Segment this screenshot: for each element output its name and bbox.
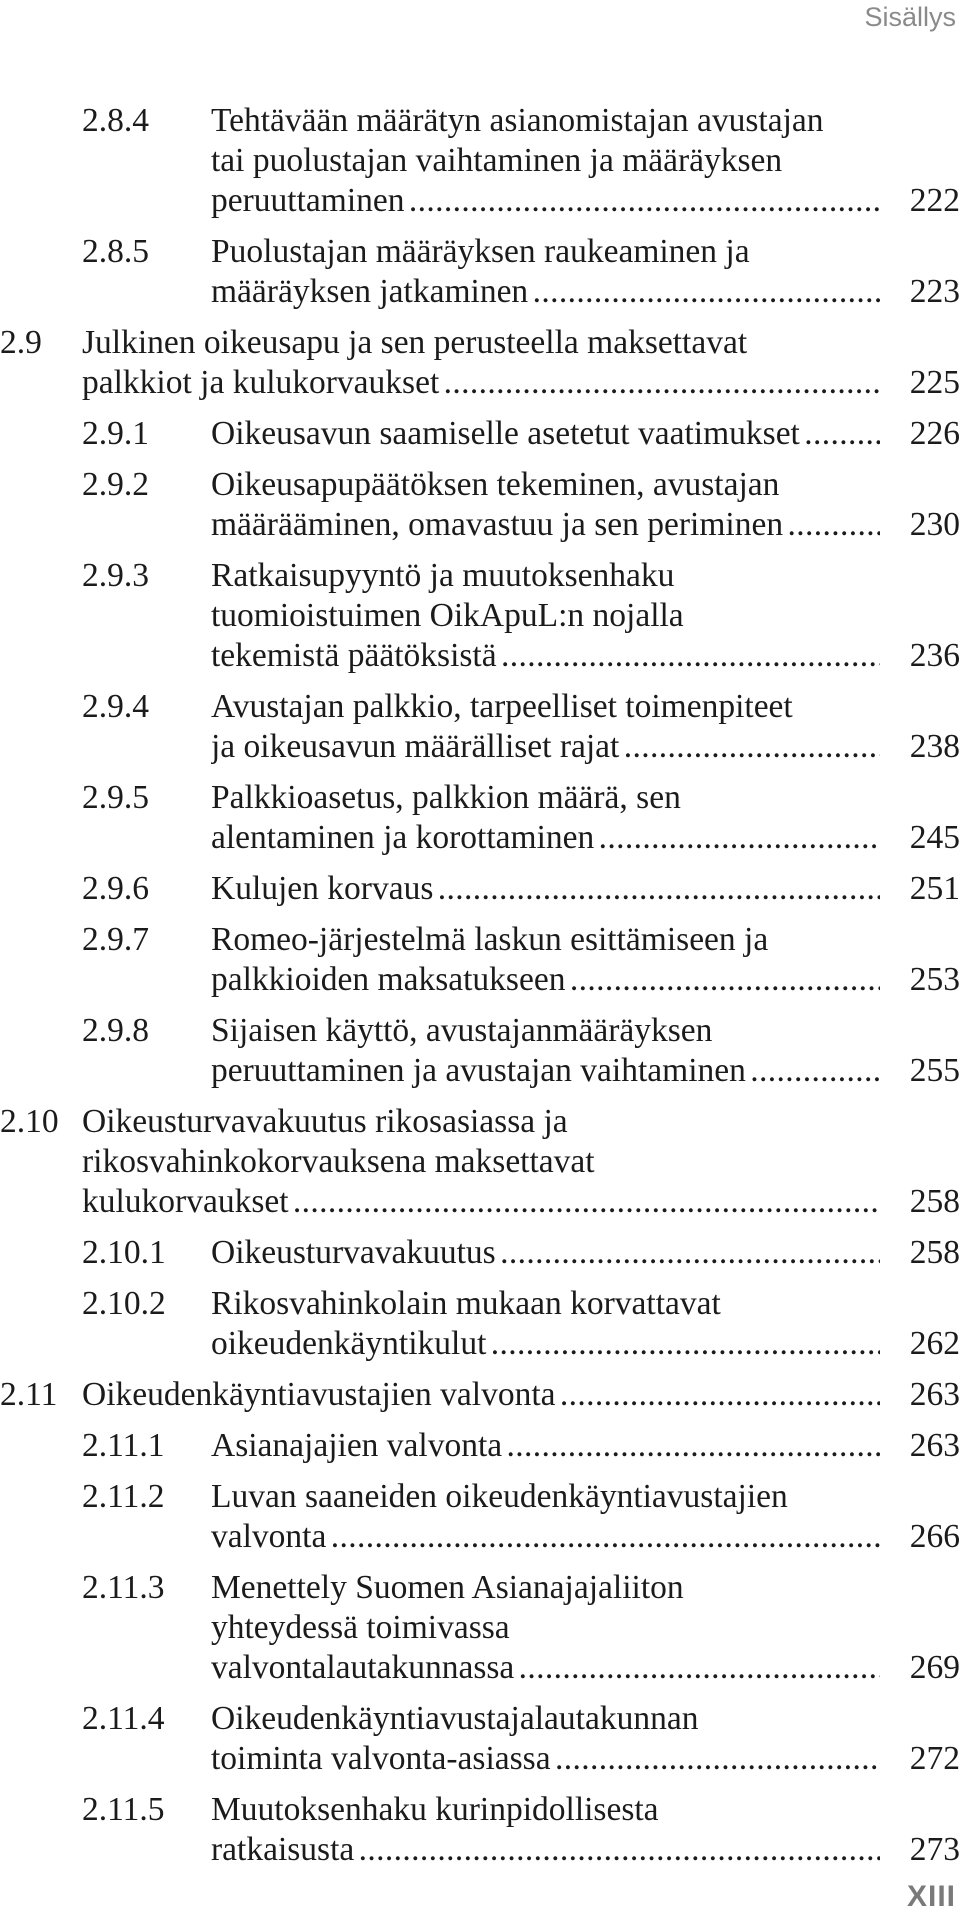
toc-entry-title: Oikeudenkäyntiavustajien valvonta . . . <box>82 1375 880 1415</box>
toc-entry-title: Puolustajan määräyksen raukeaminen ja <box>211 233 750 270</box>
toc-entry <box>0 1699 960 1779</box>
toc-entry <box>0 1477 960 1557</box>
toc-entry <box>0 323 960 403</box>
toc-entry <box>0 778 960 858</box>
toc-entry <box>0 556 960 676</box>
toc-entry-title: palkkioiden maksatukseen . . . <box>211 960 880 1000</box>
toc-entry-title: ratkaisusta . . . <box>211 1830 880 1870</box>
toc-entry-line <box>0 1739 960 1779</box>
toc-entry-line <box>0 1233 960 1273</box>
toc-entry-page: 245 <box>880 818 960 858</box>
toc-entry <box>0 101 960 221</box>
toc-entry-title: Luvan saaneiden oikeudenkäyntiavustajien <box>211 1478 788 1515</box>
toc-entry-page: 230 <box>880 505 960 545</box>
toc-entry <box>0 1102 960 1222</box>
toc-entry-line <box>0 232 960 272</box>
toc-entry-title: Sijaisen käyttö, avustajanmääräyksen <box>211 1012 713 1049</box>
toc-entry-title: Asianajajien valvonta . . . <box>211 1426 880 1466</box>
toc-entry-number: 2.9.8 <box>82 1012 149 1049</box>
toc-entry-line <box>0 1324 960 1364</box>
toc-entry-line <box>0 1011 960 1051</box>
toc-entry-title: valvontalautakunnassa . . . <box>211 1648 880 1688</box>
toc-entry-number: 2.10.2 <box>82 1285 166 1322</box>
toc-entry-page: 238 <box>880 727 960 767</box>
toc-entry-title: oikeudenkäyntikulut . . . <box>211 1324 880 1364</box>
toc-entry-page: 266 <box>880 1517 960 1557</box>
toc-entry-number: 2.11.2 <box>82 1478 165 1515</box>
toc-entry <box>0 1011 960 1091</box>
toc-entry-title: kulukorvaukset . . . <box>82 1182 880 1222</box>
toc-entry-number: 2.11.4 <box>82 1700 165 1737</box>
toc-entry-number: 2.11.1 <box>82 1427 165 1464</box>
toc-entry-title: Oikeusturvavakuutus rikosasiassa ja <box>82 1103 568 1140</box>
toc-entry-title: rikosvahinkokorvauksena maksettavat <box>82 1143 595 1180</box>
toc-entry-title: peruuttaminen ja avustajan vaihtaminen . . . <box>211 1051 880 1091</box>
toc-entry-page: 255 <box>880 1051 960 1091</box>
running-header: Sisällys <box>864 2 956 32</box>
toc-entry-line <box>0 596 960 636</box>
toc-entry-page: 272 <box>880 1739 960 1779</box>
toc-entry-page: 258 <box>880 1233 960 1273</box>
toc-entry-line <box>0 1648 960 1688</box>
toc-entry <box>0 1375 960 1415</box>
toc-entry <box>0 869 960 909</box>
toc-entry-page: 263 <box>880 1426 960 1466</box>
toc-entry-title: Romeo-järjestelmä laskun esittämiseen ja <box>211 921 769 958</box>
toc-entry-title: määrääminen, omavastuu ja sen periminen . . . <box>211 505 880 545</box>
toc-entry-line <box>0 414 960 454</box>
toc-entry-page: 225 <box>880 363 960 403</box>
toc-entry-title: valvonta . . . <box>211 1517 880 1557</box>
toc-entry-line <box>0 1830 960 1870</box>
toc-entry-number: 2.8.5 <box>82 233 149 270</box>
toc-entry-line <box>0 556 960 596</box>
toc-entry <box>0 1284 960 1364</box>
toc-entry-page: 223 <box>880 272 960 312</box>
toc-entry-title: Avustajan palkkio, tarpeelliset toimenpiteet <box>211 688 793 725</box>
toc-entry <box>0 687 960 767</box>
toc-entry-title: Tehtävään määrätyn asianomistajan avustajan <box>211 102 824 139</box>
toc-entry-title: tuomioistuimen OikApuL:n nojalla <box>211 597 684 634</box>
toc-entry <box>0 1426 960 1466</box>
toc-entry-line <box>0 1477 960 1517</box>
toc-entry-line <box>0 778 960 818</box>
toc-entry-number: 2.10 <box>0 1103 59 1140</box>
toc-entry-number: 2.11.3 <box>82 1569 165 1606</box>
toc-entry-title: palkkiot ja kulukorvaukset . . . <box>82 363 880 403</box>
toc-entry-page: 258 <box>880 1182 960 1222</box>
toc-entry-line <box>0 101 960 141</box>
toc-entry-title: yhteydessä toimivassa <box>211 1609 510 1646</box>
toc-entry-title: Palkkioasetus, palkkion määrä, sen <box>211 779 681 816</box>
toc-entry-title: Muutoksenhaku kurinpidollisesta <box>211 1791 659 1828</box>
toc-entry-title: alentaminen ja korottaminen . . . <box>211 818 880 858</box>
page-number: XIII <box>906 1880 956 1913</box>
toc-entry-number: 2.9.3 <box>82 557 149 594</box>
toc-entry-line <box>0 1102 960 1142</box>
toc-entry-line <box>0 272 960 312</box>
toc-entry-number: 2.9.6 <box>82 870 149 907</box>
toc-entry-page: 273 <box>880 1830 960 1870</box>
toc-entry-page: 236 <box>880 636 960 676</box>
toc-entry-number: 2.9.5 <box>82 779 149 816</box>
toc-entry-line <box>0 1142 960 1182</box>
toc-entry-page: 226 <box>880 414 960 454</box>
toc-entry-line <box>0 920 960 960</box>
toc-entry-number: 2.11.5 <box>82 1791 165 1828</box>
toc-entry-line <box>0 1051 960 1091</box>
toc-entry-page: 251 <box>880 869 960 909</box>
toc-entry-page: 263 <box>880 1375 960 1415</box>
toc-entry-line <box>0 818 960 858</box>
toc-entry-line <box>0 687 960 727</box>
toc-entry-line <box>0 323 960 363</box>
toc-entry-page: 222 <box>880 181 960 221</box>
toc-entry-number: 2.9 <box>0 324 42 361</box>
toc-entry-title: peruuttaminen . . . <box>211 181 880 221</box>
toc-entry-title: Julkinen oikeusapu ja sen perusteella maksettavat <box>82 324 748 361</box>
toc-entry-title: Oikeusavun saamiselle asetetut vaatimukset . . . <box>211 414 880 454</box>
toc-entry-page: 253 <box>880 960 960 1000</box>
toc-entry <box>0 465 960 545</box>
toc-entry-title: toiminta valvonta-asiassa . . . <box>211 1739 880 1779</box>
toc-entry-number: 2.9.7 <box>82 921 149 958</box>
toc-entry-line <box>0 727 960 767</box>
toc-entry-line <box>0 1699 960 1739</box>
toc-entry-line <box>0 636 960 676</box>
toc-entry-title: Ratkaisupyyntö ja muutoksenhaku <box>211 557 675 594</box>
toc-entry-title: ja oikeusavun määrälliset rajat . . . <box>211 727 880 767</box>
toc-entry-number: 2.9.2 <box>82 466 149 503</box>
toc-entry-line <box>0 1608 960 1648</box>
toc-entry-page: 262 <box>880 1324 960 1364</box>
toc-entry-line <box>0 505 960 545</box>
toc-entry-line <box>0 1375 960 1415</box>
toc-entry-line <box>0 465 960 505</box>
toc-entry-title: määräyksen jatkaminen . . . <box>211 272 880 312</box>
toc-entry-line <box>0 960 960 1000</box>
toc-entry <box>0 920 960 1000</box>
toc-entry-line <box>0 1182 960 1222</box>
toc-entry-page: 269 <box>880 1648 960 1688</box>
toc-entry-line <box>0 363 960 403</box>
toc-entry <box>0 1568 960 1688</box>
toc-entry-line <box>0 1517 960 1557</box>
toc-entry-line <box>0 141 960 181</box>
toc-entry-line <box>0 869 960 909</box>
toc-entry-title: Oikeusturvavakuutus . . . <box>211 1233 880 1273</box>
toc-entry-title: Rikosvahinkolain mukaan korvattavat <box>211 1285 721 1322</box>
toc-entry <box>0 1790 960 1870</box>
toc-entry-line <box>0 181 960 221</box>
toc-entry-line <box>0 1426 960 1466</box>
toc-entry <box>0 232 960 312</box>
toc-entry <box>0 414 960 454</box>
toc-entry <box>0 1233 960 1273</box>
toc-entry-title: tekemistä päätöksistä . . . <box>211 636 880 676</box>
toc-entry-number: 2.8.4 <box>82 102 149 139</box>
toc-entry-number: 2.9.1 <box>82 415 149 452</box>
toc-entry-line <box>0 1284 960 1324</box>
toc-entry-number: 2.11 <box>0 1376 58 1413</box>
toc-entry-number: 2.10.1 <box>82 1234 166 1271</box>
toc-entry-number: 2.9.4 <box>82 688 149 725</box>
toc-entry-title: Oikeudenkäyntiavustajalautakunnan <box>211 1700 699 1737</box>
toc-entry-title: Kulujen korvaus . . . <box>211 869 880 909</box>
toc-entry-line <box>0 1790 960 1830</box>
toc-entry-line <box>0 1568 960 1608</box>
table-of-contents <box>0 101 960 1881</box>
toc-entry-title: tai puolustajan vaihtaminen ja määräyksen <box>211 142 783 179</box>
toc-entry-title: Oikeusapupäätöksen tekeminen, avustajan <box>211 466 780 503</box>
toc-entry-title: Menettely Suomen Asianajajaliiton <box>211 1569 684 1606</box>
